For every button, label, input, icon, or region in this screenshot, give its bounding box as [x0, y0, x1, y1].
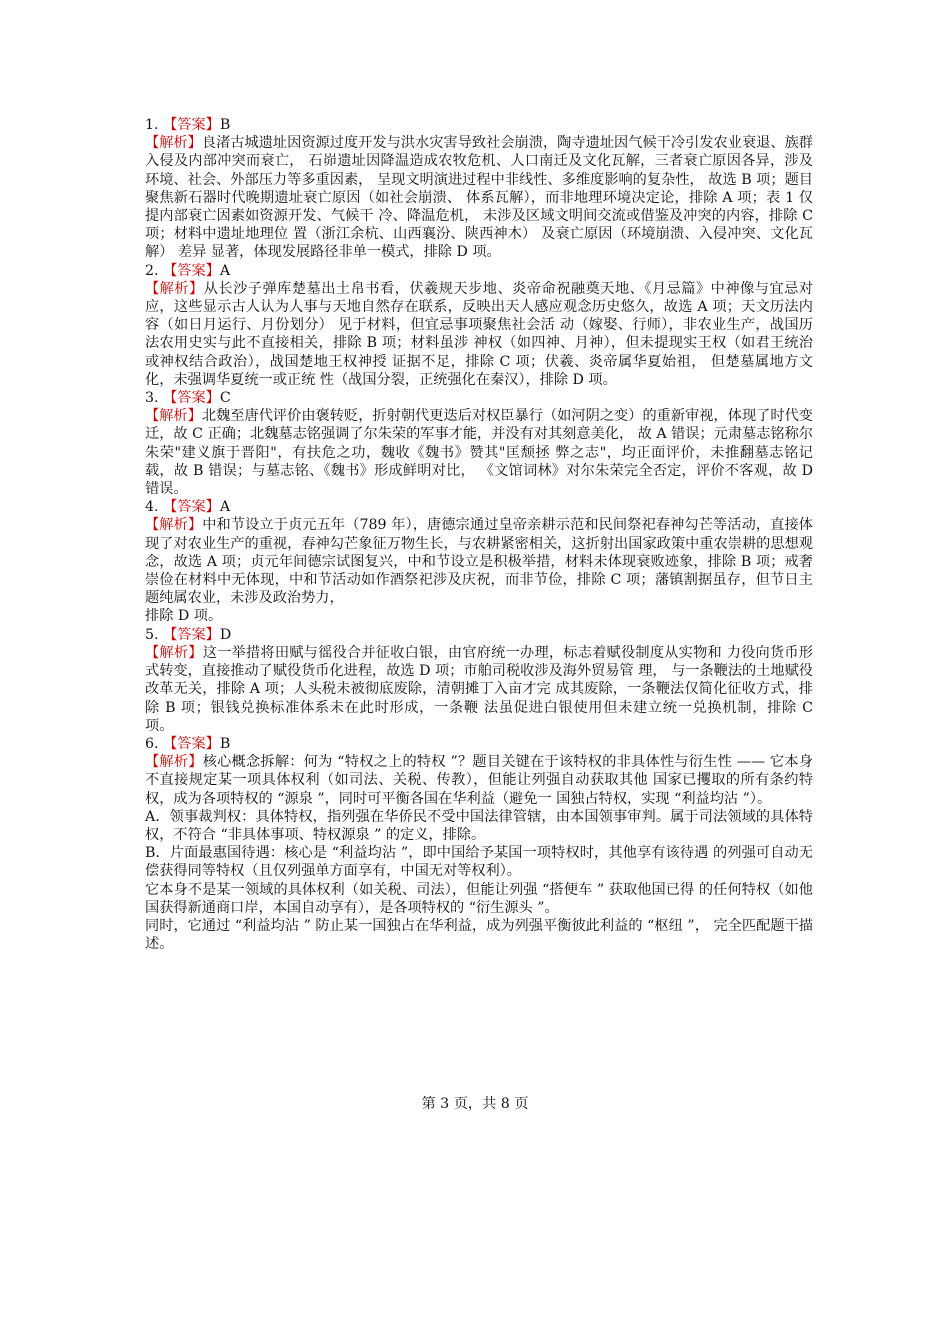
question-number: 4. — [145, 499, 159, 516]
answer-line — [145, 735, 813, 753]
answer-tag: 【答案】 — [163, 117, 220, 133]
answer-value: A — [219, 262, 231, 279]
analysis-tag: 【解析】 — [145, 517, 203, 534]
analysis-extra-paragraph: B．片面最惠国待遇：核心是 “利益均沾 ”，即中国给予某国一项特权时，其他享有该待遇 的列强可自动无偿获得同等特权（且仅列强单方面享有，中国无对等权利）。 — [145, 845, 813, 880]
analysis-text: 中和节设立于贞元五年（789 年），唐德宗通过皇帝亲耕示范和民间祭祀春神勾芒等活动，直接体现了对农业生产的重视，春神勾芒象征万物生长，与农耕紧密相关，这折射出国家政策中重农崇耕的思想观念，故选 A 项；贞元年间德宗试图复兴，中和节设立是积极举措，材料未体现衰败迹象，排除 B 项；戒奢崇俭在材料中无体现，中和节活动如作酒祭祀涉及庆祝，而非节俭，排除 C 项；藩镇割据虽存，但节日主题纯属农业，未涉及政治势力， — [145, 517, 813, 607]
analysis-tag: 【解析】 — [145, 754, 203, 771]
analysis-extra-paragraph: A．领事裁判权：具体特权，指列强在华侨民不受中国法律管辖，由本国领事审判。属于司法领域的具体特权，不符合 “非具体事项、特权源泉 ” 的定义，排除。 — [145, 808, 813, 843]
analysis-text: 从长沙子弹库楚墓出土帛书看，伏羲规天步地、炎帝命祝融奠天地、《月忌篇》中神像与宜忌对应，这些显示古人认为人事与天地自然存在联系，反映出天人感应观念历史悠久，故选 A 项；天文历法内容（如日月运行、月份划分） 见于材料，但宜忌事项聚焦社会活 动（嫁娶、行师），非农业生产，战国历法农用史实与此不直接相关，排除 B 项；材料虽涉 神权（如四神、月神），但未提现实王权（如君王统治或神权结合政治），战国楚地王权神授 证据不足，排除 C 项；伏羲、炎帝属华夏始祖， 但楚墓属地方文化，未强调华夏统一或正统 性（战国分裂，正统强化在秦汉），排除 D 项。 — [145, 280, 813, 388]
answer-line — [145, 389, 813, 407]
answer-line — [145, 498, 813, 516]
question-item-6 — [145, 735, 813, 953]
analysis-tag: 【解析】 — [145, 644, 203, 661]
analysis-tag: 【解析】 — [145, 408, 202, 425]
analysis-text: 核心概念拆解：何为 “特权之上的特权 ”？题目关键在于该特权的非具体性与衍生性 —— 它本身不直接规定某一项具体权利（如司法、关税、传教），但能让列强自动获取其他 国家已攫取的所有条约特权，成为各项特权的 “源泉 ”，同时可平衡各国在华利益（避免一 国独占特权，实现 “利益均沾 ”）。 — [145, 754, 813, 807]
question-number: 2. — [145, 262, 159, 279]
analysis-paragraph — [145, 644, 813, 735]
answer-value: C — [219, 390, 231, 407]
answer-tag: 【答案】 — [163, 626, 220, 643]
analysis-extra-paragraph: 排除 D 项。 — [145, 608, 223, 625]
answer-tag: 【答案】 — [163, 499, 220, 516]
question-number: 5. — [145, 626, 159, 643]
answer-analysis-content — [145, 116, 813, 953]
question-number: 3. — [145, 390, 159, 407]
answer-value: B — [219, 117, 231, 133]
analysis-extra-paragraph: 它本身不是某一领域的具体权利（如关税、司法），但能让列强 “搭便车 ” 获取他国已得 的任何特权（如他国获得新通商口岸，本国自动享有），是各项特权的 “衍生源头 ”。 — [145, 881, 813, 916]
question-number: 6. — [145, 735, 159, 752]
answer-value: B — [219, 735, 231, 752]
answer-line — [145, 116, 813, 134]
answer-tag: 【答案】 — [163, 390, 220, 407]
analysis-paragraph — [145, 407, 813, 498]
analysis-text: 良渚古城遗址因资源过度开发与洪水灾害导致社会崩溃，陶寺遗址因气候干冷引发农业衰退、族群入侵及内部冲突而衰亡， 石峁遗址因降温造成农牧危机、人口南迁及文化瓦解，三者衰亡原因各异，涉及环境、社会、外部压力等多重因素， 呈现文明演进过程中非线性、多维度影响的复杂性， 故选 B 项；题目聚焦新石器时代晚期遗址衰亡原因（如社会崩溃、 体系瓦解），而非地理环境决定论，排除 A 项；表 1 仅提内部衰亡因素如资源开发、气候干 冷、降温危机， 未涉及区域文明间交流或借鉴及冲突的内容，排除 C 项；材料中遗址地理位 置（浙江余杭、山西襄汾、陕西神木） 及衰亡原因（环境崩溃、入侵冲突、文化瓦解） 差异 显著，体现发展路径非单一模式，排除 D 项。 — [145, 135, 813, 261]
analysis-tag: 【解析】 — [145, 135, 202, 152]
answer-line — [145, 626, 813, 644]
analysis-paragraph — [145, 753, 813, 808]
answer-line — [145, 262, 813, 280]
question-item-2 — [145, 262, 813, 389]
question-item-4 — [145, 498, 813, 625]
answer-value: A — [219, 499, 231, 516]
analysis-paragraph — [145, 516, 813, 607]
analysis-paragraph — [145, 134, 813, 261]
analysis-text: 这一举措将田赋与徭役合并征收白银，由官府统一办理，标志着赋役制度从实物和 力役向货币形式转变，直接推动了赋役货币化进程，故选 D 项；市舶司税收涉及海外贸易管 理， 与一条鞭法的土地赋役改革无关，排除 A 项；人头税未被彻底废除，清朝摊丁入亩才完 成其废除，一条鞭法仅简化征收方式，排除 B 项；银钱兑换标准体系未在此时形成，一条鞭 法虽促进白银使用但未建立统一兑换机制，排除 C 项。 — [145, 644, 813, 734]
question-item-3 — [145, 389, 813, 498]
analysis-paragraph — [145, 280, 813, 389]
question-number: 1. — [145, 117, 159, 133]
page-footer: 第 3 页，共 8 页 — [421, 1096, 529, 1112]
analysis-text: 北魏至唐代评价由褒转贬，折射朝代更迭后对权臣暴行（如河阴之变）的重新审视，体现了时代变迁，故 C 正确；北魏墓志铭强调了尔朱荣的军事才能，并没有对其刻意美化， 故 A 错误；元肃墓志铭称尔朱荣"建义旗于晋阳"，有扶危之功，魏收《魏书》赞其"匡颓拯 弊之志"，均正面评价，未推翻墓志铭记载，故 B 错误；与墓志铭、《魏书》形成鲜明对比， 《文馆词林》对尔朱荣完全否定，评价不客观，故 D 错误。 — [145, 408, 813, 498]
analysis-tag: 【解析】 — [145, 280, 204, 297]
answer-value: D — [219, 626, 232, 643]
question-item-1 — [145, 116, 813, 262]
analysis-extra-paragraph: 同时，它通过 “利益均沾 ” 防止某一国独占在华利益，成为列强平衡彼此利益的 “枢纽 ”， 完全匹配题干描述。 — [145, 917, 813, 953]
question-item-5 — [145, 626, 813, 735]
answer-tag: 【答案】 — [163, 262, 220, 279]
answer-tag: 【答案】 — [163, 735, 220, 752]
